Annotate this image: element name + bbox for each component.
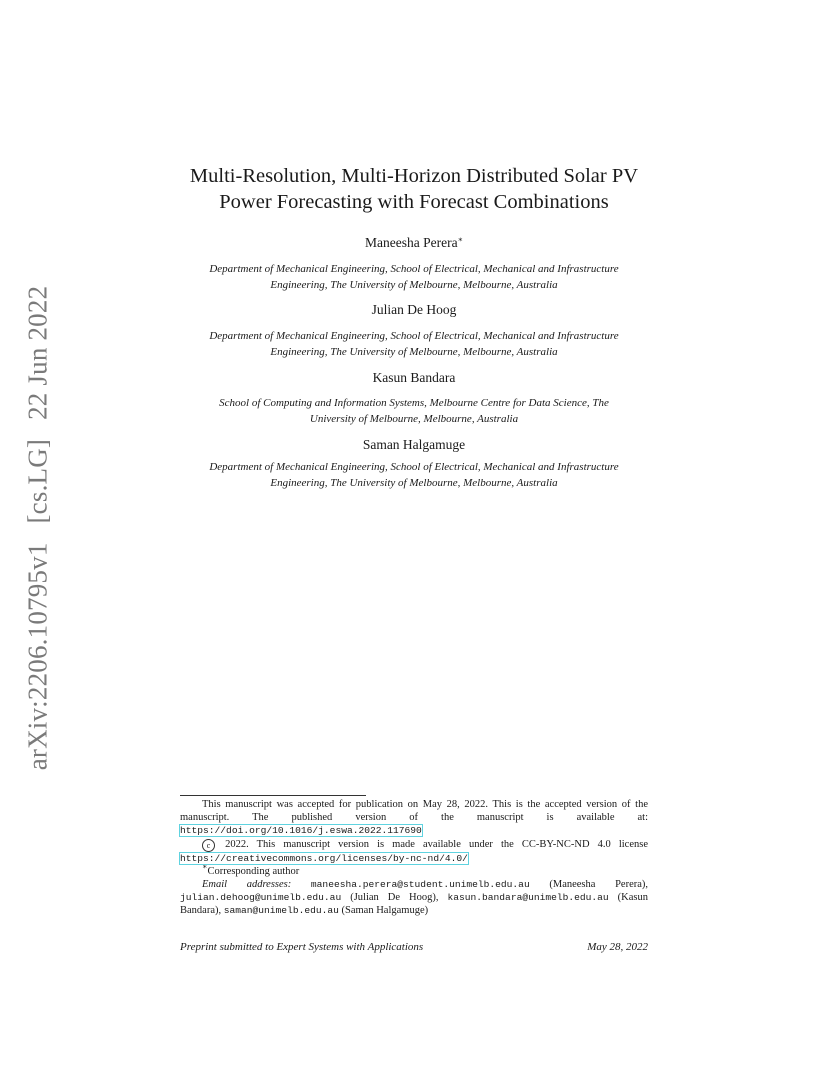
arxiv-id: arXiv:2206.10795v1 [22, 542, 53, 771]
email-address: julian.dehoog@unimelb.edu.au [180, 892, 342, 904]
page-footer [180, 941, 648, 953]
copyright-footnote: c 2022. This manuscript version is made available under the CC-BY-NC-ND 4.0 license https://creativecommons.org/licenses/by-nc-nd/4.0/ [180, 838, 648, 864]
footer-date: May 28, 2022 [587, 941, 648, 953]
author-affiliation-3: School of Computing and Information Systems, Melbourne Centre for Data Science, The University of Melbourne, Melbourne, Australia [219, 397, 609, 425]
email-address: saman@unimelb.edu.au [223, 905, 339, 917]
preprint-note: Preprint submitted to Expert Systems with Applications [180, 941, 424, 953]
email-address: kasun.bandara@unimelb.edu.au [447, 892, 609, 904]
email-addresses-footnote: Email addresses: maneesha.perera@student.unimelb.edu.au (Maneesha Perera), julian.dehoog@unimelb.edu.au (Julian De Hoog), kasun.bandara@unimelb.edu.au (Kasun Bandara), saman@unimelb.edu.au (Saman Halgamuge) [180, 879, 649, 917]
author-name-4: Saman Halgamuge [362, 437, 466, 452]
acceptance-footnote: This manuscript was accepted for publication on May 28, 2022. This is the accepted version of the manuscript. The published version of the manuscript is available at: https://doi.org/10.1016/j.eswa.2022.117690 [180, 799, 648, 837]
author-name-2: Julian De Hoog [371, 302, 457, 317]
arxiv-date: 22 Jun 2022 [22, 285, 53, 420]
license-link[interactable]: https://creativecommons.org/licenses/by-nc-nd/4.0/ [180, 852, 468, 864]
copyright-icon: c [202, 839, 215, 852]
author-affiliation-2: Department of Mechanical Engineering, School of Electrical, Mechanical and Infrastructure Engineering, The University of Melbourne, Melbourne, Australia [209, 330, 619, 358]
arxiv-category: [cs.LG] [22, 438, 53, 524]
title-line-2: Power Forecasting with Forecast Combinations [219, 191, 609, 213]
email-label: Email addresses: [202, 879, 292, 891]
author-name-3: Kasun Bandara [372, 370, 456, 385]
corresponding-author-mark: ∗ [457, 235, 463, 244]
author-affiliation-1: Department of Mechanical Engineering, School of Electrical, Mechanical and Infrastructure Engineering, The University of Melbourne, Melbourne, Australia [209, 263, 619, 291]
email-address: maneesha.perera@student.unimelb.edu.au [310, 879, 530, 891]
footnotes [180, 798, 648, 918]
doi-link[interactable]: https://doi.org/10.1016/j.eswa.2022.117690 [180, 825, 422, 837]
title-line-1: Multi-Resolution, Multi-Horizon Distributed Solar PV [189, 165, 639, 187]
corresponding-author-footnote: ∗Corresponding author [202, 861, 300, 877]
footnote-rule [180, 795, 366, 796]
arxiv-sidebar-stamp [23, 280, 54, 777]
author-affiliation-4: Department of Mechanical Engineering, School of Electrical, Mechanical and Infrastructure Engineering, The University of Melbourne, Melbourne, Australia [209, 461, 619, 489]
paper-title [160, 163, 668, 215]
author-name-1: Maneesha Perera∗ [364, 235, 463, 250]
